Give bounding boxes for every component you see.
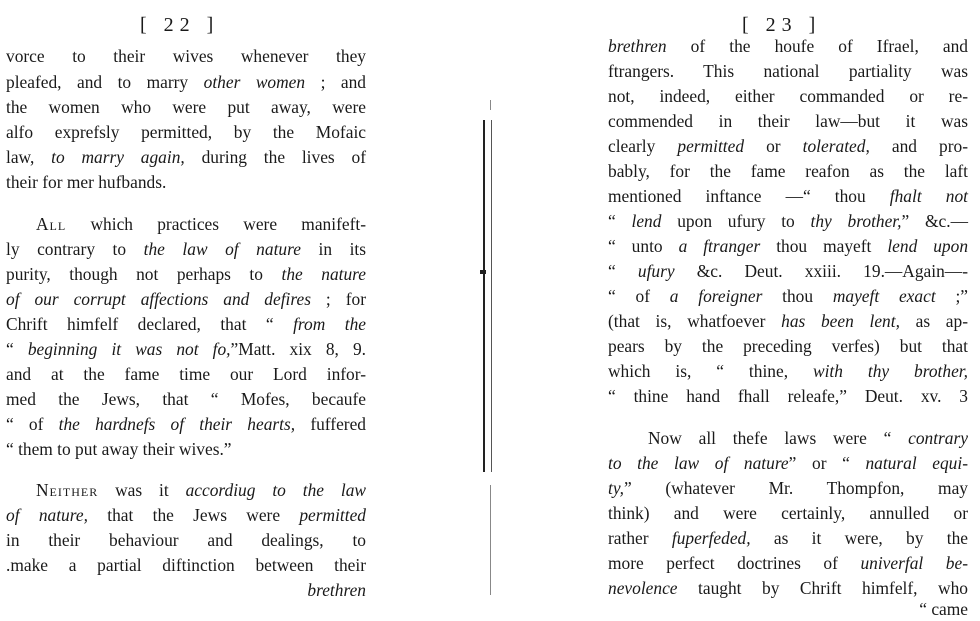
text-segment: (that is, whatfoever <box>608 311 782 331</box>
text-segment: upon ufury to <box>661 211 811 231</box>
text-segment: ” or “ <box>788 453 866 473</box>
text-line <box>608 259 968 283</box>
text-segment: clearly <box>608 136 678 156</box>
text-line <box>6 553 366 577</box>
text-segment: purity, though not perhaps to <box>6 264 282 284</box>
text-line <box>608 551 968 575</box>
text-line <box>608 359 968 383</box>
text-line <box>608 309 968 333</box>
text-segment: pears by the preceding verfes) but that <box>608 336 968 356</box>
text-line <box>608 184 968 208</box>
text-segment: ;” <box>935 286 968 306</box>
text-line <box>6 312 366 336</box>
text-line <box>608 334 968 358</box>
text-line <box>6 70 366 94</box>
text-segment: and at the fame time our Lord infor- <box>6 364 366 384</box>
text-line <box>6 528 366 552</box>
italic-text: the nature <box>281 264 367 284</box>
italic-text: fhalt not <box>889 186 968 206</box>
text-segment: “ <box>6 339 28 359</box>
text-segment: Chrift himfelf declared, that “ <box>6 314 294 334</box>
text-line <box>608 59 968 83</box>
text-segment: in their behaviour and dealings, to <box>6 530 366 550</box>
italic-text: brethren <box>307 580 366 600</box>
text-line <box>6 120 366 144</box>
text-segment: “ of <box>6 414 59 434</box>
text-segment: &c. Deut. xxiii. 19.—Again—- <box>674 261 968 281</box>
text-segment: more perfect doctrines of <box>608 553 861 573</box>
text-line <box>608 501 968 525</box>
text-segment: vorce to their wives whenever they <box>6 46 366 66</box>
text-segment: and pro- <box>869 136 969 156</box>
text-line <box>6 437 366 461</box>
text-line <box>608 284 968 308</box>
text-segment: the women who were put away, were <box>6 97 366 117</box>
text-line <box>608 34 968 58</box>
italic-text: contrary <box>908 428 968 448</box>
page-number-right: [ 23 ] <box>742 14 822 36</box>
text-segment: pleafed, and to marry <box>6 72 204 92</box>
text-segment: “ unto <box>608 236 679 256</box>
text-segment: ftrangers. This national partiality was <box>608 61 968 81</box>
text-line <box>608 476 968 500</box>
italic-text: lend upon <box>887 236 969 256</box>
text-line <box>608 451 968 475</box>
text-segment: “ thine hand fhall releafe,” Deut. xv. 3 <box>608 386 968 406</box>
italic-text: ufury <box>637 261 675 281</box>
italic-text: to marry again, <box>51 147 185 167</box>
text-segment: fuffered <box>295 414 366 434</box>
text-segment: not, indeed, either commanded or re- <box>608 86 968 106</box>
small-caps-text: Neither <box>36 480 99 500</box>
italic-text: univerfal be- <box>860 553 968 573</box>
left-page <box>0 0 372 603</box>
text-segment: law, <box>6 147 52 167</box>
gutter-speck-bottom <box>490 485 491 595</box>
text-segment: as it were, by the <box>750 528 968 548</box>
italic-text: natural equi- <box>865 453 968 473</box>
text-segment: thou <box>762 286 833 306</box>
italic-text: beginning it was not fo, <box>27 339 231 359</box>
italic-text: has been lent, <box>781 311 900 331</box>
italic-text: the law of nature <box>143 239 301 259</box>
text-line <box>6 95 366 119</box>
text-line <box>608 109 968 133</box>
small-caps-text: All <box>36 214 67 234</box>
text-line <box>6 237 366 261</box>
text-segment: ; for <box>310 289 366 309</box>
text-segment: in its <box>300 239 367 259</box>
text-line <box>36 478 366 502</box>
text-line <box>6 337 366 361</box>
text-line <box>6 387 366 411</box>
text-segment: “ <box>608 211 632 231</box>
text-segment: their for mer hufbands. <box>6 172 167 192</box>
text-line <box>6 145 366 169</box>
text-segment: ; and <box>305 72 367 92</box>
right-page <box>600 0 975 619</box>
text-segment: which practices were manifeft- <box>66 214 366 234</box>
text-segment: think) and were certainly, annulled or <box>608 503 968 523</box>
italic-text: thy brother, <box>810 211 902 231</box>
italic-text: permitted <box>677 136 745 156</box>
italic-text: mayeft exact <box>832 286 936 306</box>
text-line <box>648 426 968 450</box>
page-number-left: [ 22 ] <box>140 14 220 36</box>
text-segment: or <box>744 136 803 156</box>
text-line <box>608 159 968 183</box>
text-segment: rather <box>608 528 672 548</box>
text-line <box>6 503 366 527</box>
text-segment: of the houfe of Ifrael, and <box>666 36 968 56</box>
italic-text: lend <box>631 211 662 231</box>
text-segment: taught by Chrift himfelf, who <box>677 578 968 598</box>
text-segment: ” &c.— <box>901 211 968 231</box>
italic-text: nevolence <box>608 578 678 598</box>
text-segment: as ap- <box>899 311 969 331</box>
italic-text: from the <box>293 314 366 334</box>
text-segment: that the Jews were <box>87 505 300 525</box>
text-segment: thou mayeft <box>760 236 888 256</box>
book-gutter <box>483 120 492 472</box>
text-segment: was it <box>98 480 186 500</box>
italic-text: permitted <box>299 505 366 525</box>
italic-text: of our corrupt affections and defires <box>6 289 311 309</box>
text-line <box>6 578 366 602</box>
text-segment: commended in their law—but it was <box>608 111 968 131</box>
text-segment: “ <box>608 261 638 281</box>
text-segment: mentioned inftance —“ thou <box>608 186 890 206</box>
text-line <box>6 412 366 436</box>
text-line <box>608 209 968 233</box>
text-segment: during the lives of <box>184 147 366 167</box>
italic-text: other women <box>203 72 306 92</box>
italic-text: fuperfeded, <box>671 528 751 548</box>
text-line <box>608 597 968 621</box>
text-segment: .make a partial diftinction between their <box>6 555 366 575</box>
text-segment: med the Jews, that “ Mofes, becaufe <box>6 389 366 409</box>
italic-text: with thy brother, <box>812 361 968 381</box>
italic-text: ty, <box>608 478 624 498</box>
text-line <box>6 362 366 386</box>
text-line <box>608 234 968 258</box>
text-segment: ” (whatever Mr. Thompfon, may <box>623 478 968 498</box>
text-line <box>6 44 366 68</box>
text-segment: “ came <box>919 599 968 619</box>
text-line <box>608 84 968 108</box>
italic-text: a foreigner <box>669 286 763 306</box>
text-line <box>6 262 366 286</box>
text-line <box>6 287 366 311</box>
gutter-speck-top <box>490 100 491 110</box>
italic-text: the hardnefs of their hearts, <box>58 414 296 434</box>
text-segment: Now all thefe laws were “ <box>648 428 909 448</box>
text-segment: alfo exprefsly permitted, by the Mofaic <box>6 122 366 142</box>
text-line <box>36 212 366 236</box>
italic-text: a ftranger <box>678 236 761 256</box>
text-segment: ly contrary to <box>6 239 144 259</box>
text-line <box>608 526 968 550</box>
text-segment: ”Matt. xix 8, 9. <box>230 339 366 359</box>
text-segment: which is, “ thine, <box>608 361 813 381</box>
italic-text: to the law of nature <box>608 453 789 473</box>
gutter-mark <box>480 270 486 274</box>
italic-text: tolerated, <box>802 136 870 156</box>
italic-text: of nature, <box>6 505 88 525</box>
text-line <box>608 384 968 408</box>
italic-text: accordiug to the law <box>185 480 366 500</box>
text-segment: “ them to put away their wives.” <box>6 439 232 459</box>
text-line <box>6 170 366 194</box>
text-segment: bably, for the fame reafon as the laft <box>608 161 968 181</box>
text-line <box>608 134 968 158</box>
italic-text: brethren <box>608 36 667 56</box>
text-segment: “ of <box>608 286 670 306</box>
